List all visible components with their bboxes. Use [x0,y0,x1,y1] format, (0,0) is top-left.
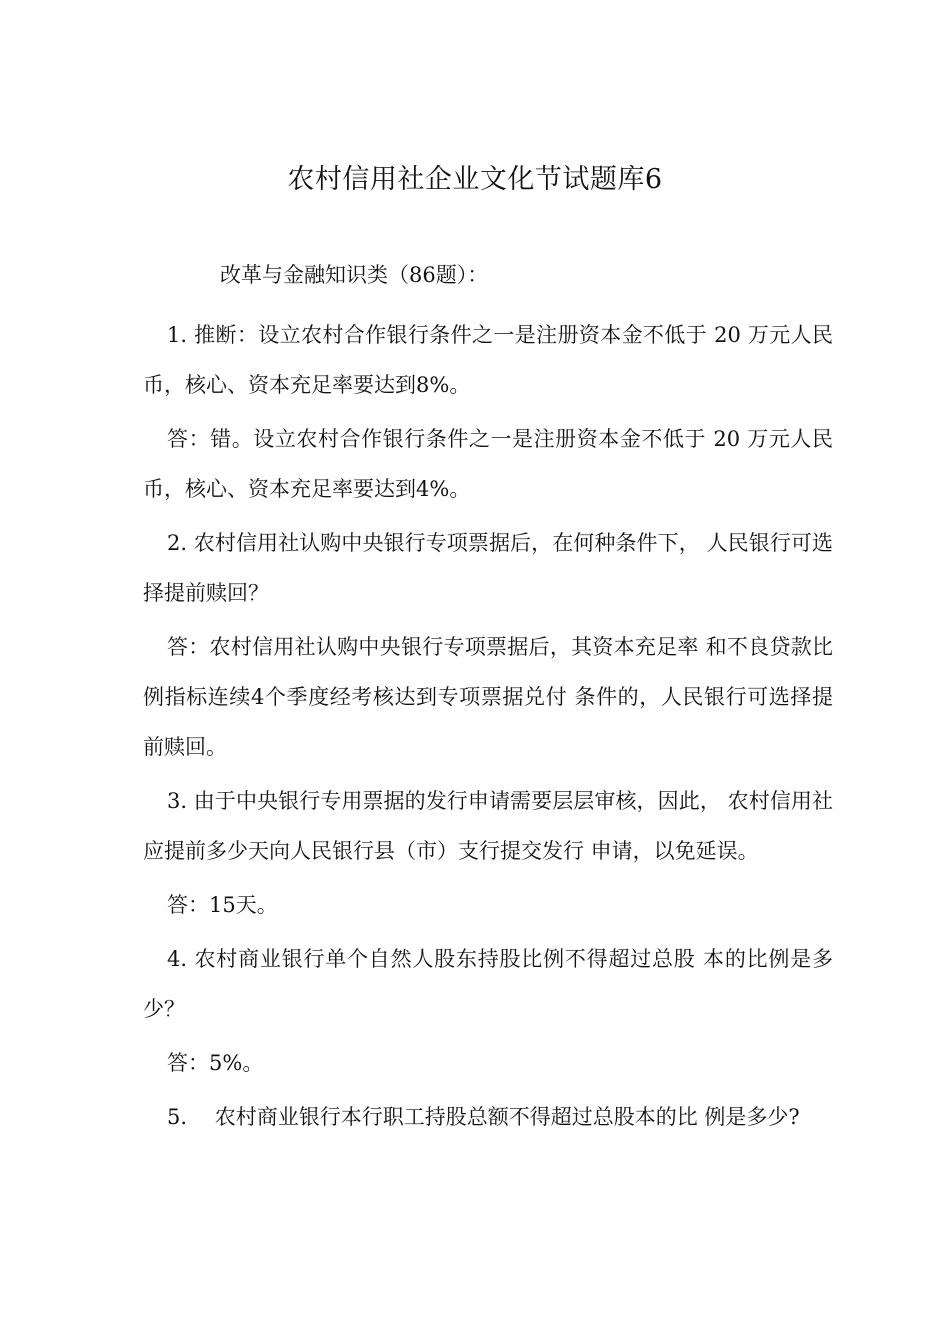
answer-4: 答：5%。 [167,1051,264,1075]
section-heading: 改革与金融知识类（86题）： [220,263,489,287]
question-2: 2. 农村信用社认购中央银行专项票据后，在何种条件下， 人民银行可选择提前赎回？ [143,531,833,605]
question-1: 1. 推断：设立农村合作银行条件之一是注册资本金不低于 20 万元人民币，核心、资本充足率要达到8%。 [143,323,833,397]
question-3: 3. 由于中央银行专用票据的发行申请需要层层审核，因此， 农村信用社应提前多少天向人民银行县（市）支行提交发行 申请，以免延误。 [143,789,833,863]
page-title: 农村信用社企业文化节试题库6 [287,164,663,195]
answer-2: 答：农村信用社认购中央银行专项票据后，其资本充足率 和不良贷款比例指标连续4个季度经考核达到专项票据兑付 条件的，人民银行可选择提前赎回。 [143,635,833,759]
document-body [143,310,833,1146]
question-4: 4. 农村商业银行单个自然人股东持股比例不得超过总股 本的比例是多少？ [143,947,833,1021]
answer-3: 答：15天。 [167,893,278,917]
question-5: 5. 农村商业银行本行职工持股总额不得超过总股本的比 例是多少? [167,1105,800,1129]
answer-1: 答：错。设立农村合作银行条件之一是注册资本金不低于 20 万元人民币，核心、资本充足率要达到4%。 [143,427,833,501]
